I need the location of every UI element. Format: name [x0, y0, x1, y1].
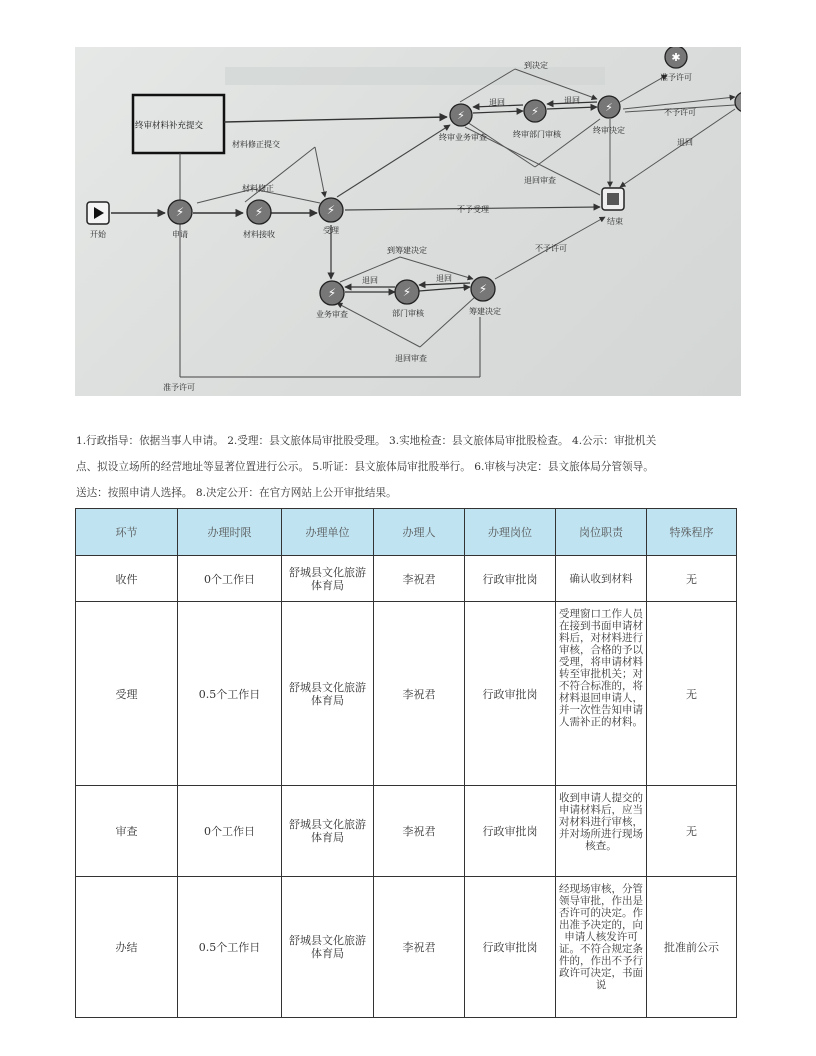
- edge-label-not-accept: 不予受理: [457, 205, 489, 214]
- cell-step: 收件: [76, 556, 178, 602]
- flowchart-box-label: 终审材料补充提交: [135, 121, 204, 131]
- edge-label-back-1: 退回: [489, 98, 505, 107]
- table-row: [76, 786, 737, 877]
- apply-node: [168, 200, 192, 224]
- node-label-start: 开始: [90, 230, 106, 239]
- cell-person: 李祝君: [374, 556, 465, 602]
- accept-node: [319, 198, 343, 222]
- edge-label-material-fix: 材料修正: [242, 184, 274, 193]
- header-unit: 办理单位: [282, 509, 374, 556]
- node-label-dept-review: 部门审核: [392, 309, 424, 318]
- svg-text:⚡: ⚡: [402, 285, 412, 299]
- flowchart-lines: [75, 47, 741, 396]
- cell-step: 受理: [76, 602, 178, 786]
- intro-line-2: 点、拟设立场所的经营地址等显著位置进行公示。 5.听证：县文旅体局审批股举行。 6.审核与决定：县文旅体局分管领导。: [76, 461, 654, 473]
- edge-label-back-review-bottom: 退回审查: [395, 354, 427, 363]
- cell-unit: 舒城县文化旅游体育局: [282, 877, 374, 1018]
- edge-label-back-2: 退回: [564, 96, 580, 105]
- header-time: 办理时限: [178, 509, 282, 556]
- final-review-node: [450, 104, 472, 126]
- cell-special: 无: [647, 602, 737, 786]
- cell-unit: 舒城县文化旅游体育局: [282, 786, 374, 877]
- cell-person: 李祝君: [374, 602, 465, 786]
- node-label-final-dept: 终审部门审核: [513, 130, 561, 139]
- svg-text:⚡: ⚡: [531, 105, 539, 118]
- dept-review-node: [395, 280, 419, 304]
- node-label-final-review: 终审业务审查: [439, 133, 487, 142]
- cell-time: 0.5个工作日: [178, 602, 282, 786]
- cell-special: 无: [647, 786, 737, 877]
- edge-label-material-fix-submit: 材料修正提交: [232, 140, 280, 149]
- edge-label-back-4: 退回: [436, 274, 452, 283]
- svg-text:⚡: ⚡: [457, 109, 465, 122]
- cell-post: 行政审批岗: [465, 786, 556, 877]
- cell-post: 行政审批岗: [465, 877, 556, 1018]
- node-label-prep-decision: 筹建决定: [469, 307, 501, 316]
- cell-person: 李祝君: [374, 786, 465, 877]
- edge-label-grant-permit: 准予许可: [163, 383, 195, 392]
- intro-line-1: 1.行政指导：依据当事人申请。 2.受理：县文旅体局审批股受理。 3.实地检查：县文旅体局审批股检查。 4.公示：审批机关: [76, 435, 657, 447]
- node-label-permit: 准予许可: [660, 73, 692, 82]
- table-row: [76, 877, 737, 1018]
- cell-duty: 经现场审核，分管领导审批，作出是否许可的决定。作出准予决定的，向申请人核发许可证。不符合规定条件的，作出不予行政许可决定，书面说: [556, 877, 647, 1018]
- svg-text:⚡: ⚡: [326, 203, 336, 217]
- intro-line-3: 送达：按照申请人选择。 8.决定公开：在官方网站上公开审批结果。: [76, 487, 397, 499]
- receive-node: [247, 200, 271, 224]
- procedure-table: [75, 508, 737, 1018]
- cell-time: 0个工作日: [178, 786, 282, 877]
- cell-post: 行政审批岗: [465, 602, 556, 786]
- cell-step: 办结: [76, 877, 178, 1018]
- permit-node: [665, 47, 687, 68]
- cell-person: 李祝君: [374, 877, 465, 1018]
- cell-unit: 舒城县文化旅游体育局: [282, 556, 374, 602]
- final-decision-node: [598, 96, 620, 118]
- cell-duty: 受理窗口工作人员在接到书面申请材料后，对材料进行审核，合格的予以受理，将申请材料转至审批机关；对不符合标准的，将材料退回申请人，并一次性告知申请人需补正的材料。: [556, 602, 647, 786]
- biz-review-node: [320, 281, 344, 305]
- svg-text:⚡: ⚡: [327, 286, 337, 300]
- prep-decision-node: [471, 277, 495, 301]
- flowchart-photo: [75, 47, 741, 396]
- table-header-row: [76, 509, 737, 556]
- header-duty: 岗位职责: [556, 509, 647, 556]
- edge-label-back-review-top: 退回审查: [524, 176, 556, 185]
- edge-label-to-prep-decision: 到筹建决定: [387, 246, 427, 255]
- node-label-accept: 受理: [323, 226, 339, 235]
- end-node: [602, 188, 624, 210]
- node-label-final-decision: 终审决定: [593, 126, 625, 135]
- header-post: 办理岗位: [465, 509, 556, 556]
- cell-step: 审查: [76, 786, 178, 877]
- cell-special: 批准前公示: [647, 877, 737, 1018]
- svg-text:⚡: ⚡: [175, 205, 185, 219]
- start-node: [87, 202, 109, 224]
- cell-unit: 舒城县文化旅游体育局: [282, 602, 374, 786]
- table-row: [76, 556, 737, 602]
- header-step: 环节: [76, 509, 178, 556]
- node-label-biz-review: 业务审查: [316, 310, 348, 319]
- cell-special: 无: [647, 556, 737, 602]
- svg-text:⚡: ⚡: [254, 205, 264, 219]
- node-label-apply: 申请: [172, 230, 188, 239]
- edge-label-to-decision: 到决定: [524, 61, 548, 70]
- svg-text:⚡: ⚡: [605, 101, 613, 114]
- header-person: 办理人: [374, 509, 465, 556]
- node-label-end: 结束: [607, 217, 623, 226]
- cell-duty: 确认收到材料: [556, 556, 647, 602]
- edge-label-back-right: 退回: [677, 138, 693, 147]
- edge-label-not-permit-top: 不予许可: [664, 108, 696, 117]
- cell-duty: 收到申请人提交的申请材料后，应当对材料进行审核，并对场所进行现场核查。: [556, 786, 647, 877]
- cell-time: 0个工作日: [178, 556, 282, 602]
- edge-label-not-permit-mid: 不予许可: [535, 244, 567, 253]
- node-label-receive: 材料接收: [243, 230, 275, 239]
- final-dept-node: [524, 100, 546, 122]
- svg-text:✱: ✱: [671, 51, 681, 64]
- header-special: 特殊程序: [647, 509, 737, 556]
- cell-post: 行政审批岗: [465, 556, 556, 602]
- cell-time: 0.5个工作日: [178, 877, 282, 1018]
- edge-label-back-3: 退回: [362, 276, 378, 285]
- procedure-intro: [76, 428, 742, 506]
- table-row: [76, 602, 737, 786]
- svg-text:⚡: ⚡: [478, 282, 488, 296]
